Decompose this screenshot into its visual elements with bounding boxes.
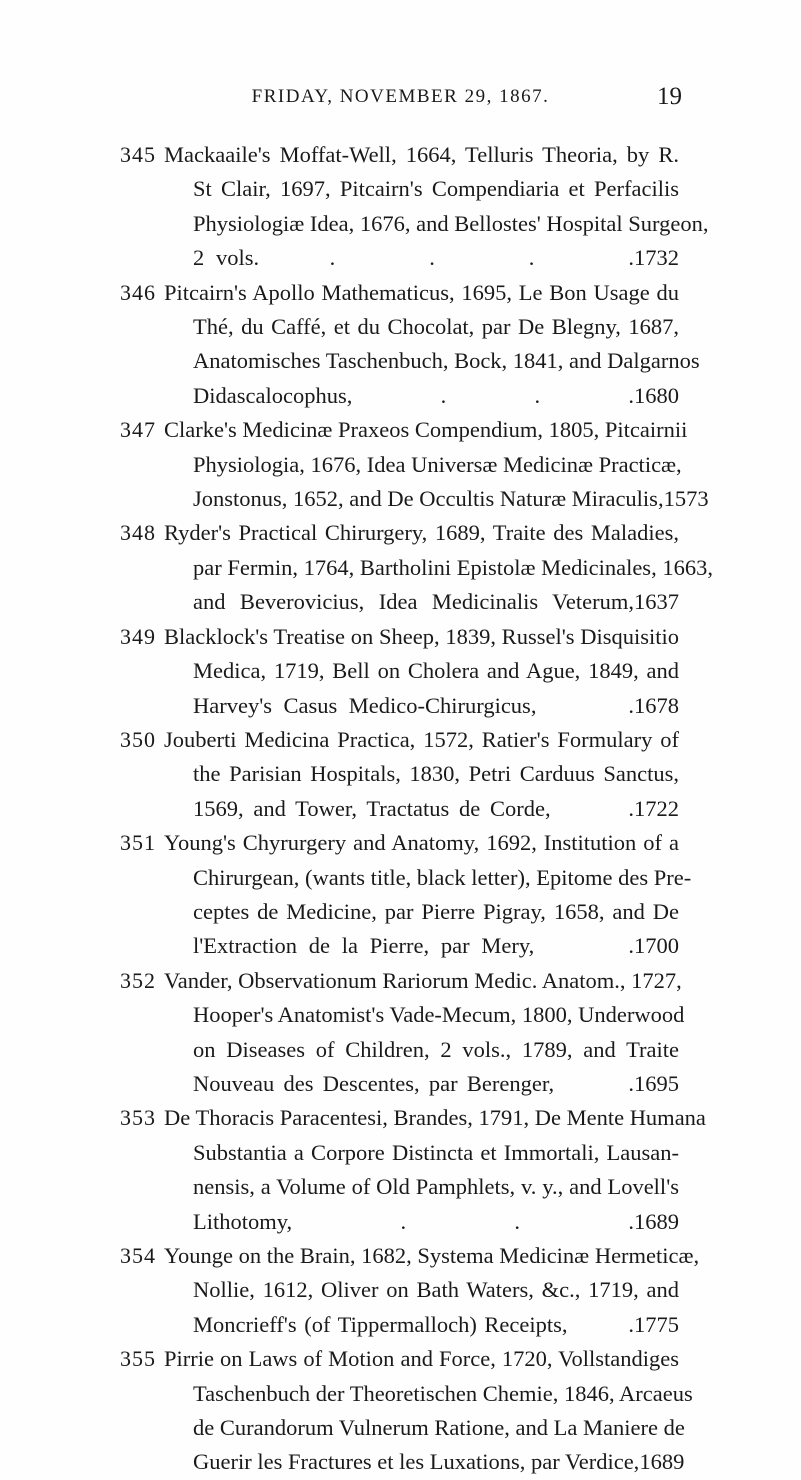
catalogue-entry bbox=[0, 620, 801, 723]
entry-line: par Fermin, 1764, Bartholini Epistolæ Medicinales, 1663, bbox=[193, 554, 713, 580]
entry-last-text: l'Extraction de la Pierre, par Mery, . bbox=[193, 933, 634, 959]
catalogue-entry bbox=[0, 826, 801, 964]
lot-number: 350 bbox=[120, 726, 156, 752]
entry-last-line bbox=[193, 1067, 679, 1101]
entry-last-line bbox=[193, 1445, 685, 1479]
entry-last-text: 1569, and Tower, Tractatus de Corde, . bbox=[193, 795, 634, 821]
entry-line: ceptes de Medicine, par Pierre Pigray, 1658, and De bbox=[193, 898, 679, 924]
catalogue-entry bbox=[0, 516, 801, 619]
lot-number: 347 bbox=[120, 417, 156, 443]
entry-line: De Thoracis Paracentesi, Brandes, 1791, De Mente Humana bbox=[164, 1105, 706, 1131]
entry-year: 1680 bbox=[634, 382, 679, 408]
entry-last-text: Guerir les Fractures et les Luxations, par Verdice, bbox=[193, 1449, 640, 1475]
entry-line: the Parisian Hospitals, 1830, Petri Carduus Sanctus, bbox=[193, 761, 679, 787]
lot-number: 352 bbox=[120, 967, 156, 993]
entry-line: Pitcairn's Apollo Mathematicus, 1695, Le Bon Usage du bbox=[164, 279, 679, 305]
catalogue-entry bbox=[0, 138, 801, 276]
entry-year: 1700 bbox=[634, 933, 679, 959]
entry-line: Taschenbuch der Theoretischen Chemie, 1846, Arcaeus bbox=[193, 1380, 693, 1406]
entry-last-text: Didascalocophus, . . . bbox=[193, 382, 634, 408]
entry-last-line bbox=[193, 929, 679, 963]
entry-line: Nollie, 1612, Oliver on Bath Waters, &c., 1719, and bbox=[193, 1277, 679, 1303]
entry-line: Thé, du Caffé, et du Chocolat, par De Blegny, 1687, bbox=[193, 314, 679, 340]
entry-line: Physiologia, 1676, Idea Universæ Medicinæ Practicæ, bbox=[193, 451, 682, 477]
entry-line: Physiologiæ Idea, 1676, and Bellostes' Hospital Surgeon, bbox=[193, 210, 709, 236]
entry-last-text: Jonstonus, 1652, and De Occultis Naturæ Miraculis, bbox=[193, 486, 664, 512]
entry-year: 1689 bbox=[634, 1208, 679, 1234]
catalogue-entry bbox=[0, 1101, 801, 1239]
running-head: FRIDAY, NOVEMBER 29, 1867. bbox=[251, 86, 550, 107]
entry-line: Younge on the Brain, 1682, Systema Medicinæ Hermeticæ, bbox=[164, 1243, 700, 1268]
entry-line: Pirrie on Laws of Motion and Force, 1720, Vollstandiges bbox=[164, 1346, 679, 1372]
entry-last-text: Nouveau des Descentes, par Berenger, . bbox=[193, 1070, 634, 1096]
entry-line: Substantia a Corpore Distincta et Immortali, Lausan- bbox=[193, 1139, 679, 1165]
entry-year: 1678 bbox=[634, 692, 679, 718]
entry-line: Blacklock's Treatise on Sheep, 1839, Russel's Disquisitio bbox=[164, 623, 679, 649]
entry-last-line bbox=[193, 585, 679, 619]
catalogue-entry bbox=[0, 276, 801, 414]
entry-year: 1689 bbox=[639, 1449, 685, 1475]
entry-year: 1573 bbox=[663, 486, 709, 512]
entry-line: Vander, Observationum Rariorum Medic. Anatom., 1727, bbox=[164, 967, 682, 993]
entry-line: Ryder's Practical Chirurgery, 1689, Traite des Maladies, bbox=[164, 520, 679, 546]
lot-number: 348 bbox=[120, 520, 156, 546]
lot-number: 355 bbox=[120, 1346, 156, 1372]
entry-year: 1722 bbox=[634, 795, 679, 821]
entry-year: 1732 bbox=[634, 245, 679, 271]
entry-last-line bbox=[193, 241, 679, 275]
page-number: 19 bbox=[657, 83, 682, 110]
page-header bbox=[0, 83, 801, 116]
catalogue-entry bbox=[0, 1239, 801, 1342]
lot-number: 345 bbox=[120, 142, 156, 167]
entry-last-line bbox=[193, 1308, 679, 1342]
lot-number: 354 bbox=[120, 1243, 156, 1268]
entry-line: de Curandorum Vulnerum Ratione, and La Maniere de bbox=[193, 1415, 685, 1441]
entry-line: Hooper's Anatomist's Vade-Mecum, 1800, Underwood bbox=[193, 1002, 685, 1028]
catalogue-entries bbox=[0, 138, 801, 1480]
entry-last-text: Moncrieff's (of Tippermalloch) Receipts, . bbox=[193, 1311, 634, 1337]
entry-line: Mackaaile's Moffat-Well, 1664, Telluris Theoria, by R. bbox=[164, 142, 679, 167]
entry-line: Jouberti Medicina Practica, 1572, Ratier's Formulary of bbox=[164, 726, 679, 752]
entry-line: Clarke's Medicinæ Praxeos Compendium, 1805, Pitcairnii bbox=[164, 417, 688, 443]
catalogue-entry bbox=[0, 723, 801, 826]
lot-number: 353 bbox=[120, 1105, 156, 1131]
entry-last-line bbox=[193, 482, 709, 516]
lot-number: 351 bbox=[120, 830, 156, 856]
entry-line: Young's Chyrurgery and Anatomy, 1692, Institution of a bbox=[164, 830, 679, 856]
catalogue-entry bbox=[0, 1342, 801, 1480]
entry-last-text: 2 vols. . . . . bbox=[193, 245, 634, 271]
entry-line: Medica, 1719, Bell on Cholera and Ague, 1849, and bbox=[193, 658, 679, 684]
entry-year: 1775 bbox=[634, 1311, 679, 1337]
catalogue-entry bbox=[0, 413, 801, 516]
entry-last-text: and Beverovicius, Idea Medicinalis Veterum, bbox=[193, 589, 634, 615]
entry-last-text: Harvey's Casus Medico-Chirurgicus, . bbox=[193, 692, 634, 718]
entry-line: St Clair, 1697, Pitcairn's Compendiaria et Perfacilis bbox=[193, 176, 679, 202]
entry-line: nensis, a Volume of Old Pamphlets, v. y., and Lovell's bbox=[193, 1174, 679, 1200]
entry-last-line bbox=[193, 379, 679, 413]
entry-line: Chirurgean, (wants title, black letter), Epitome des Pre- bbox=[193, 864, 692, 890]
entry-last-text: Lithotomy, . . . bbox=[193, 1208, 634, 1234]
entry-line: Anatomisches Taschenbuch, Bock, 1841, and Dalgarnos bbox=[193, 348, 700, 374]
entry-year: 1695 bbox=[634, 1070, 679, 1096]
entry-line: on Diseases of Children, 2 vols., 1789, and Traite bbox=[193, 1036, 679, 1062]
catalogue-entry bbox=[0, 964, 801, 1102]
lot-number: 346 bbox=[120, 279, 156, 305]
lot-number: 349 bbox=[120, 623, 156, 649]
entry-last-line bbox=[193, 1205, 679, 1239]
entry-last-line bbox=[193, 792, 679, 826]
entry-year: 1637 bbox=[634, 589, 679, 615]
entry-last-line bbox=[193, 689, 679, 723]
